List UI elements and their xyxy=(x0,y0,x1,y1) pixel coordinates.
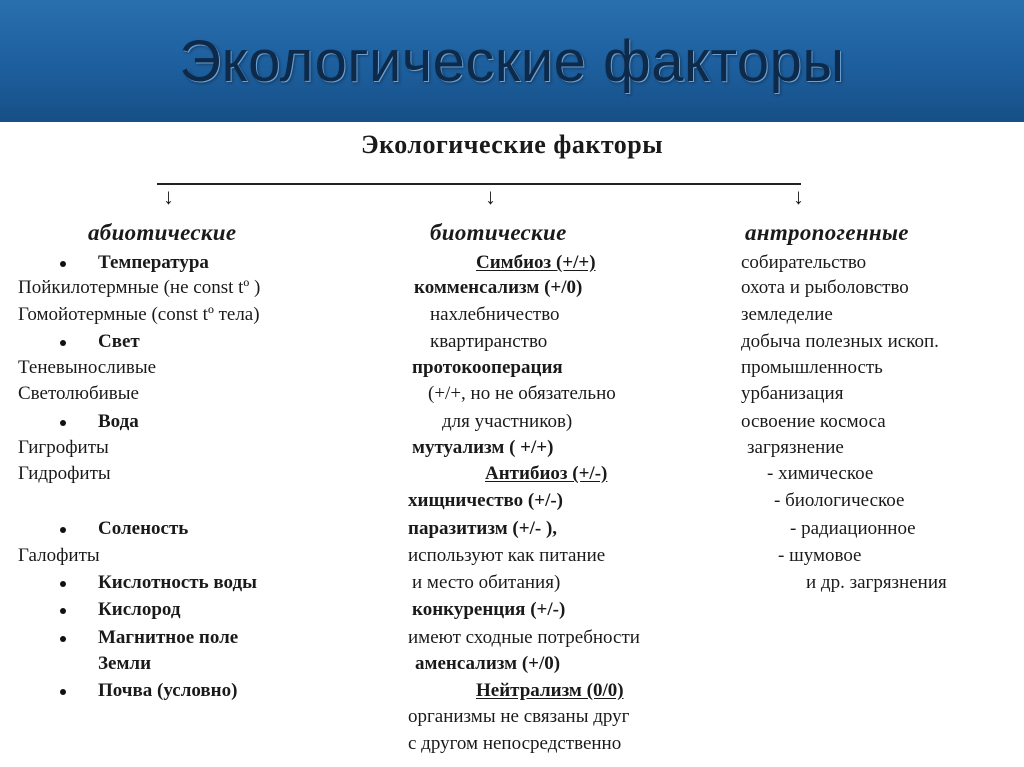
abiotic-item: Галофиты xyxy=(18,545,100,566)
abiotic-item: Гидрофиты xyxy=(18,463,111,484)
biotic-item: организмы не связаны друг xyxy=(408,706,630,727)
biotic-item: Антибиоз (+/-) xyxy=(485,463,608,484)
connector-line xyxy=(157,183,801,185)
abiotic-item: Пойкилотермные (не const tº ) xyxy=(18,277,261,298)
bullet-icon xyxy=(60,636,66,642)
abiotic-item: Гомойотермные (const tº тела) xyxy=(18,304,260,325)
abiotic-item: Гигрофиты xyxy=(18,437,109,458)
anthropogenic-item: - химическое xyxy=(767,463,874,484)
bullet-icon xyxy=(60,261,66,267)
abiotic-item: Свет xyxy=(98,331,140,352)
biotic-item: Симбиоз (+/+) xyxy=(476,252,596,273)
anthropogenic-item: освоение космоса xyxy=(741,411,886,432)
abiotic-item: Магнитное поле xyxy=(98,627,239,648)
biotic-item: имеют сходные потребности xyxy=(408,627,640,648)
arrow-down-icon: ↓ xyxy=(793,184,804,209)
abiotic-item: Кислотность воды xyxy=(98,572,257,593)
abiotic-item: Почва (условно) xyxy=(98,680,238,701)
slide-title: Экологические факторы xyxy=(179,29,845,94)
biotic-item: аменсализм (+/0) xyxy=(415,653,561,674)
anthropogenic-item: - шумовое xyxy=(778,545,862,566)
abiotic-heading: абиотические xyxy=(88,220,237,245)
arrow-down-icon: ↓ xyxy=(163,184,174,209)
biotic-item: нахлебничество xyxy=(430,304,560,325)
biotic-item: Нейтрализм (0/0) xyxy=(476,680,624,701)
abiotic-item: Температура xyxy=(98,252,209,273)
anthropogenic-item: добыча полезных ископ. xyxy=(741,331,939,352)
abiotic-item: Светолюбивые xyxy=(18,383,139,404)
anthropogenic-item: собирательство xyxy=(741,252,867,273)
anthropogenic-item: - биологическое xyxy=(774,490,905,511)
biotic-item: (+/+, но не обязательно xyxy=(428,383,616,404)
anthropogenic-item: загрязнение xyxy=(747,437,844,458)
title-banner xyxy=(0,0,1024,122)
abiotic-item: Теневыносливые xyxy=(18,357,157,378)
biotic-item: паразитизм (+/- ), xyxy=(408,518,558,539)
biotic-item: квартиранство xyxy=(430,331,548,352)
biotic-item: для участников) xyxy=(442,411,573,432)
bullet-icon xyxy=(60,340,66,346)
abiotic-item: Вода xyxy=(98,411,139,432)
bullet-icon xyxy=(60,527,66,533)
biotic-item: конкуренция (+/-) xyxy=(412,599,566,620)
abiotic-item: Земли xyxy=(98,653,152,674)
bullet-icon xyxy=(60,581,66,587)
anthropogenic-item: и др. загрязнения xyxy=(806,572,947,593)
biotic-item: протокооперация xyxy=(412,357,563,378)
bullet-icon xyxy=(60,608,66,614)
anthropogenic-item: земледелие xyxy=(741,304,833,325)
bullet-icon xyxy=(60,420,66,426)
biotic-item: мутуализм ( +/+) xyxy=(412,437,554,458)
biotic-item: используют как питание xyxy=(408,545,606,566)
anthropogenic-item: охота и рыболовство xyxy=(741,277,909,298)
bullet-icon xyxy=(60,689,66,695)
abiotic-item: Кислород xyxy=(98,599,181,620)
anthropogenic-item: промышленность xyxy=(741,357,883,378)
biotic-item: и место обитания) xyxy=(412,572,561,593)
arrow-down-icon: ↓ xyxy=(485,184,496,209)
anthropogenic-item: - радиационное xyxy=(790,518,916,539)
anthropogenic-item: урбанизация xyxy=(741,383,844,404)
biotic-item: комменсализм (+/0) xyxy=(414,277,583,298)
anthropogenic-heading: антропогенные xyxy=(745,220,909,245)
diagram-title: Экологические факторы xyxy=(360,130,664,159)
biotic-heading: биотические xyxy=(430,220,567,245)
biotic-item: с другом непосредственно xyxy=(408,733,622,754)
abiotic-item: Соленость xyxy=(98,518,189,539)
biotic-item: хищничество (+/-) xyxy=(408,490,563,511)
